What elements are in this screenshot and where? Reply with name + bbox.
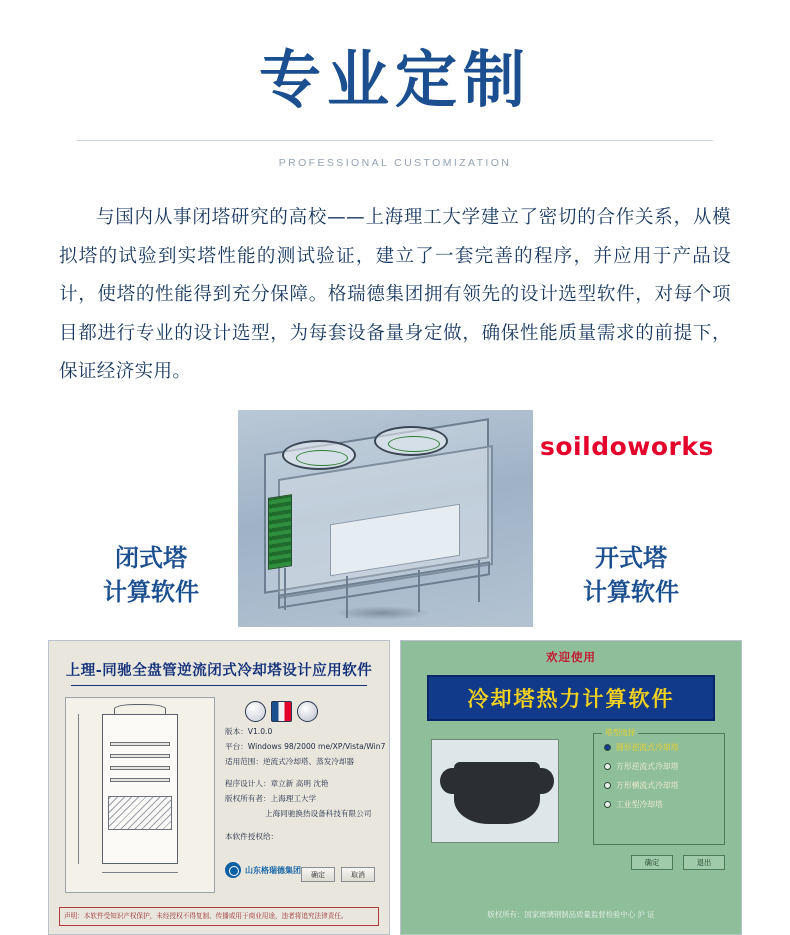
closed-tower-software-window: [48, 640, 390, 935]
tower-illustration: [431, 739, 559, 843]
drawing-coil-row: [110, 742, 170, 746]
radio-label: 方形逆流式冷却塔: [616, 762, 679, 771]
radio-option-square-crossflow[interactable]: [604, 780, 724, 791]
radio-icon: [604, 763, 611, 770]
radio-option-square-counterflow[interactable]: [604, 761, 724, 772]
support-leg: [478, 560, 480, 602]
caption-closed-tower-line2: 计算软件: [103, 577, 199, 606]
authorize-label: 本软件授权给：: [225, 831, 279, 841]
page-subtitle: PROFESSIONAL CUSTOMIZATION: [278, 157, 512, 170]
fan-icon: [374, 426, 448, 456]
fan-icon: [282, 440, 356, 470]
tower-section-drawing: [65, 697, 215, 893]
caption-open-tower: [556, 541, 706, 609]
radio-option-round-counterflow[interactable]: [604, 742, 724, 753]
page-title: 专业定制: [258, 43, 531, 116]
software-a-notice: 声明：本软件受知识产权保护，未经授权不得复制、传播或用于商业用途，违者将追究法律责任。: [59, 907, 379, 926]
software-a-title-rule: [71, 685, 367, 686]
cooling-tower-3d-render: [238, 410, 533, 627]
company-logo-icon: [225, 862, 241, 878]
software-a-specs: [225, 699, 386, 845]
radio-icon: [604, 801, 611, 808]
body-paragraph: 与国内从事闭塔研究的高校——上海理工大学建立了密切的合作关系，从模拟塔的试验到实塔性能的测试验证，建立了一套完善的程序，并应用于产品设计，使塔的性能得到充分保障。格瑞德集团拥有领先的设计选型软件，对每个项目都进行专业的设计选型，为每套设备量身定做，确保性能质量需求的前提下，保证经济实用。: [59, 207, 731, 383]
spec-row: 版权所有者：上海理工大学: [225, 794, 317, 804]
radio-icon: [604, 744, 611, 751]
support-leg: [284, 568, 286, 610]
drawing-dimension-line: [78, 714, 79, 864]
tower-silhouette: [454, 762, 540, 824]
software-watermark: soildoworks: [540, 431, 714, 461]
louver-panel: [268, 494, 292, 570]
software-a-buttons: [301, 867, 375, 882]
spec-row: 上海同驰换热设备科技有限公司: [265, 808, 372, 818]
radio-label: 圆形逆流式冷却塔: [616, 743, 679, 752]
title-divider: [77, 140, 713, 141]
software-b-title: 冷却塔热力计算软件: [467, 687, 675, 711]
exit-button[interactable]: 退出: [683, 855, 725, 870]
product-render-section: [0, 410, 790, 630]
spec-row: 平台：Windows 98/2000 me/XP/Vista/Win7: [225, 741, 386, 751]
drawing-coil-row: [110, 754, 170, 758]
radio-option-industrial[interactable]: [604, 799, 724, 810]
tower-type-group: [593, 728, 725, 845]
confirm-button[interactable]: 确定: [301, 867, 335, 882]
welcome-text: 欢迎使用: [546, 650, 596, 664]
spec-row: 适用范围：逆流式冷却塔、蒸发冷却器: [225, 756, 355, 766]
spec-row: 程序设计人：章立新 高明 沈艳: [225, 779, 329, 789]
page-header: [0, 0, 790, 169]
confirm-button[interactable]: 确定: [631, 855, 673, 870]
software-b-title-banner: [427, 675, 715, 721]
software-a-title: 上理-同驰全盘管逆流闭式冷却塔设计应用软件: [65, 663, 373, 679]
caption-open-tower-line2: 计算软件: [583, 577, 679, 606]
render-shadow: [334, 606, 430, 620]
drawing-coil-row: [110, 778, 170, 782]
licensee-logo: [225, 862, 301, 878]
tower-type-group-label: 塔型选择: [602, 727, 638, 738]
drawing-coil-row: [110, 766, 170, 770]
drawing-fill-hatch: [108, 796, 172, 830]
caption-closed-tower-line1: 闭式塔: [115, 543, 187, 572]
radio-icon: [604, 782, 611, 789]
caption-open-tower-line1: 开式塔: [595, 543, 667, 572]
spec-row: 版本：V1.0.0: [225, 727, 273, 736]
licensee-name: 山东格瑞德集团: [245, 865, 301, 875]
software-screenshots: [0, 640, 790, 935]
software-b-footnote: 版权所有：国家玻璃钢制品质量监督检验中心 沪 证: [487, 910, 655, 919]
radio-label: 方形横流式冷却塔: [616, 781, 679, 790]
drawing-dimension-line: [102, 872, 178, 873]
caption-closed-tower: [76, 541, 226, 609]
drawing-tower-body: [102, 714, 178, 864]
software-b-buttons: [631, 855, 725, 870]
cancel-button[interactable]: 取消: [341, 867, 375, 882]
radio-label: 工业型冷却塔: [616, 800, 663, 809]
thermal-software-window: [400, 640, 742, 935]
